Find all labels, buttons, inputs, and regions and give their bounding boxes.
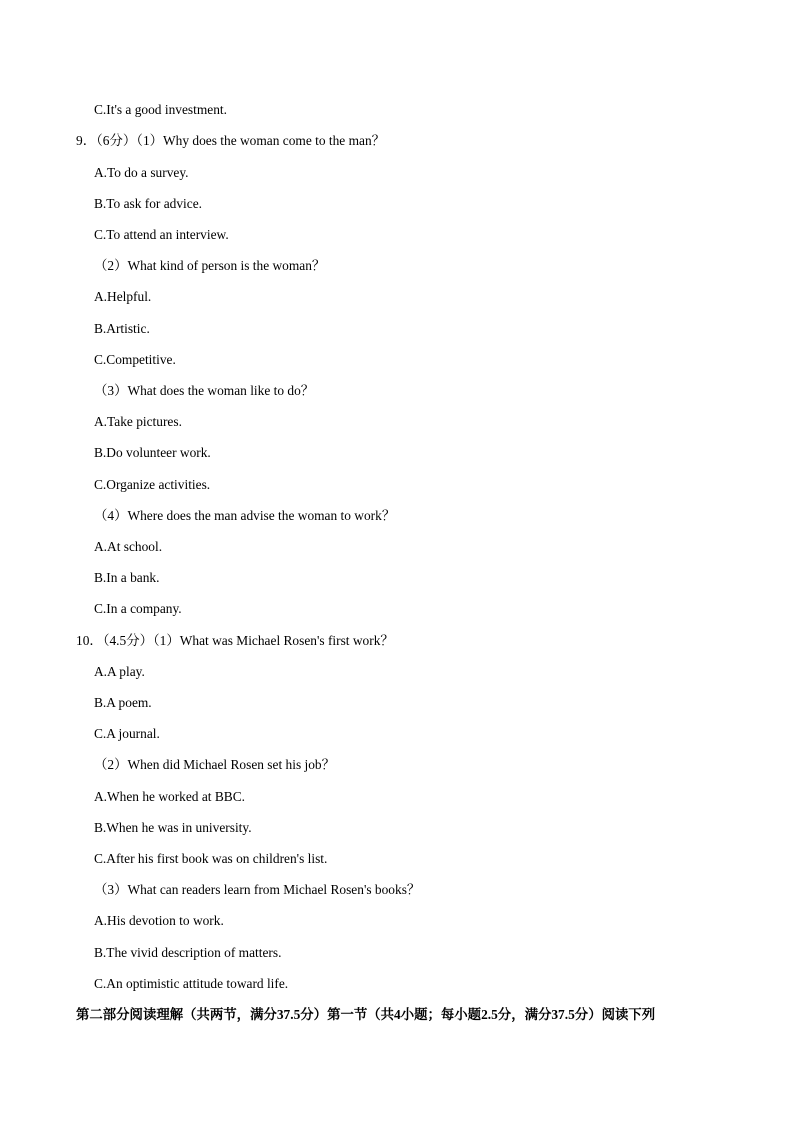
q9-sub2-stem: （2）What kind of person is the woman？ <box>94 258 326 273</box>
q9-sub3-option-a: A.Take pictures. <box>94 414 182 429</box>
q9-sub3-option-b: B.Do volunteer work. <box>94 445 211 460</box>
q8-option-c: C.It's a good investment. <box>94 102 227 117</box>
q9-sub2-option-a: A.Helpful. <box>94 289 152 304</box>
q9-sub2-option-b: B.Artistic. <box>94 321 150 336</box>
q9-sub2-option-c: C.Competitive. <box>94 352 176 367</box>
q10-sub2-stem: （2）When did Michael Rosen set his job？ <box>94 757 335 772</box>
q9-sub1-option-c: C.To attend an interview. <box>94 227 229 242</box>
q10-sub1-option-a: A.A play. <box>94 664 145 679</box>
q9-sub4-stem: （4）Where does the man advise the woman to work？ <box>94 508 396 523</box>
q10-sub1-option-b: B.A poem. <box>94 695 152 710</box>
q9-sub4-option-c: C.In a company. <box>94 601 182 616</box>
q9-sub3-stem: （3）What does the woman like to do？ <box>94 383 315 398</box>
q9-sub4-option-b: B.In a bank. <box>94 570 160 585</box>
q10-sub1-option-c: C.A journal. <box>94 726 160 741</box>
q10-sub1-stem: 10．（4.5分）（1）What was Michael Rosen's first work？ <box>76 633 394 648</box>
q9-sub1-option-b: B.To ask for advice. <box>94 196 203 211</box>
q10-sub2-option-b: B.When he was in university. <box>94 820 252 835</box>
q10-sub3-option-b: B.The vivid description of matters. <box>94 945 282 960</box>
q10-sub3-option-c: C.An optimistic attitude toward life. <box>94 976 289 991</box>
q9-sub1-stem: 9．（6分）（1）Why does the woman come to the man？ <box>76 133 386 148</box>
q10-sub2-option-a: A.When he worked at BBC. <box>94 789 245 804</box>
q9-sub1-option-a: A.To do a survey. <box>94 165 189 180</box>
section-heading: 第二部分阅读理解（共两节，满分37.5分）第一节（共4小题；每小题2.5分，满分37.5分）阅读下列 <box>76 1007 656 1022</box>
q10-sub2-option-c: C.After his first book was on children's list. <box>94 851 328 866</box>
q10-sub3-option-a: A.His devotion to work. <box>94 913 224 928</box>
q9-sub4-option-a: A.At school. <box>94 539 163 554</box>
q10-sub3-stem: （3）What can readers learn from Michael Rosen's books？ <box>94 882 421 897</box>
q9-sub3-option-c: C.Organize activities. <box>94 477 211 492</box>
